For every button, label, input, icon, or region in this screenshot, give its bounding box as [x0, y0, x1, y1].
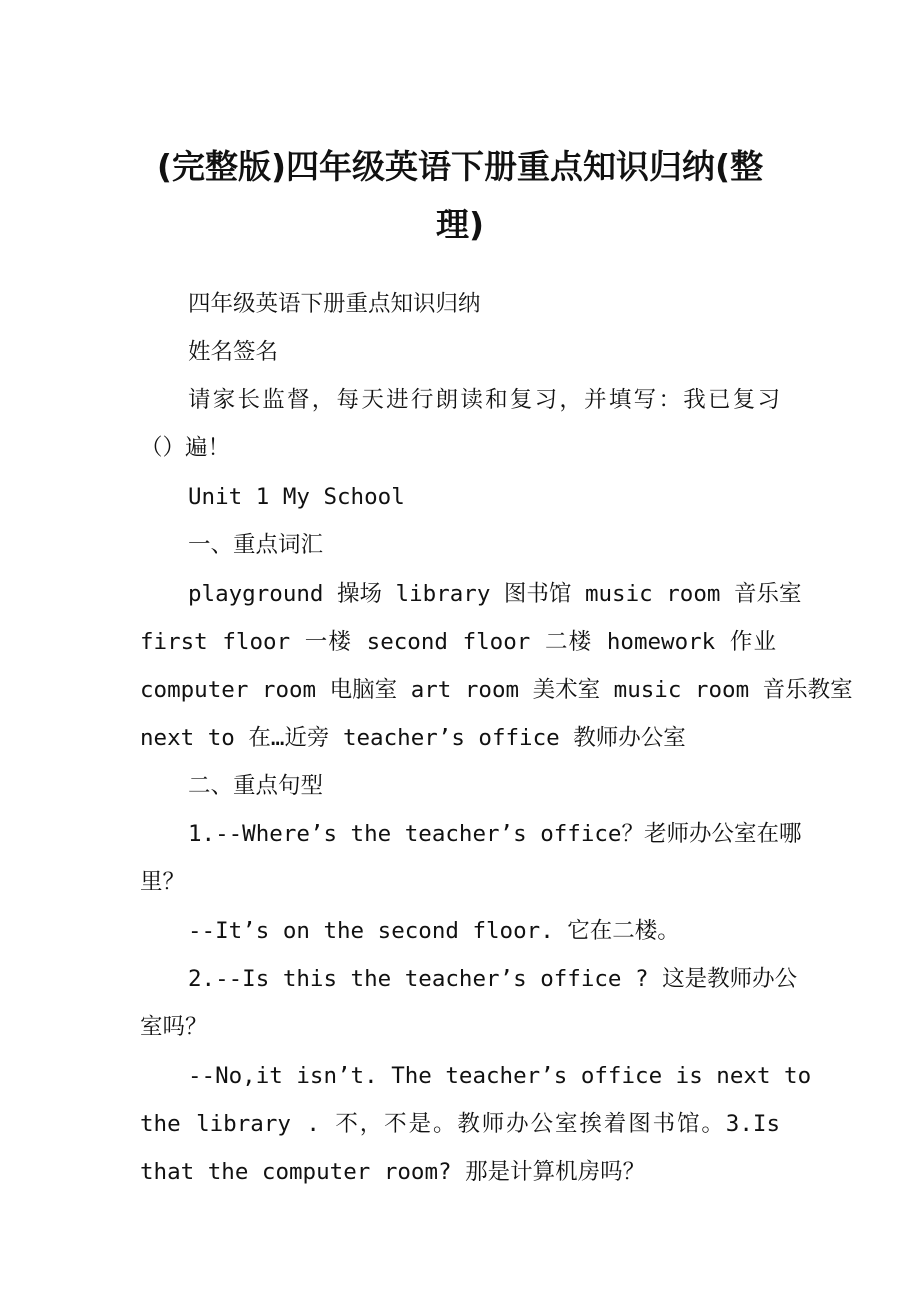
document-title-line-2: 理) [435, 205, 485, 244]
sentence-line: the library . 不，不是。教师办公室挨着图书馆。3.Is [140, 1111, 780, 1137]
sentence-line: 2.--Is this the teacher’s office ? 这是教师办公 [188, 966, 798, 992]
sentence-line: 1.--Where’s the teacher’s office？老师办公室在哪 [188, 821, 802, 847]
subtitle-line: 四年级英语下册重点知识归纳 [188, 291, 481, 317]
sentence-line: --It’s on the second floor. 它在二楼。 [188, 918, 680, 944]
parent-instruction-line-2: （）遍！ [140, 435, 231, 461]
sentence-line: that the computer room? 那是计算机房吗？ [140, 1159, 646, 1185]
unit-heading: Unit 1 My School [188, 484, 405, 510]
vocabulary-line: playground 操场 library 图书馆 music room 音乐室 [188, 581, 802, 607]
section-heading-vocabulary: 一、重点词汇 [188, 532, 324, 558]
vocabulary-line: next to 在…近旁 teacher’s office 教师办公室 [140, 725, 686, 751]
sentence-line: 室吗？ [140, 1014, 208, 1040]
vocabulary-line: first floor 一楼 second floor 二楼 homework 作业 [140, 629, 776, 655]
parent-instruction-line: 请家长监督，每天进行朗读和复习，并填写：我已复习 [188, 387, 780, 413]
name-signature-line: 姓名签名 [188, 339, 279, 365]
sentence-line: 里？ [140, 869, 186, 895]
vocabulary-line: computer room 电脑室 art room 美术室 music room 音乐教室 [140, 677, 853, 703]
sentence-line: --No,it isn’t. The teacher’s office is next to [188, 1063, 812, 1089]
document-title-line-1: (完整版)四年级英语下册重点知识归纳(整 [156, 147, 764, 186]
section-heading-sentences: 二、重点句型 [188, 773, 324, 799]
